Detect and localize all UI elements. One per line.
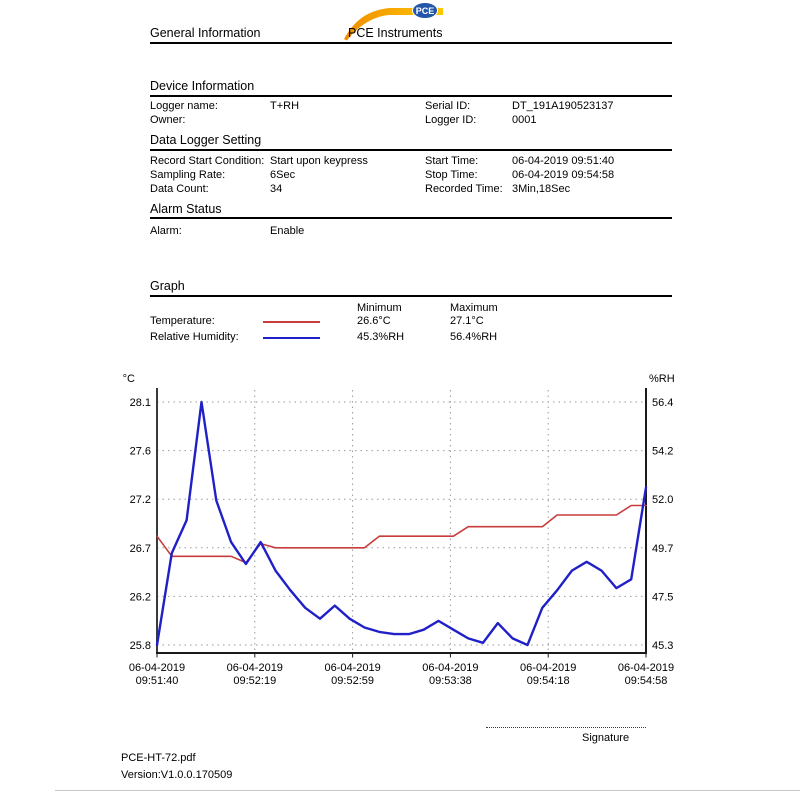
section-rule xyxy=(150,95,672,97)
x-axis-tick-time: 09:52:19 xyxy=(233,675,277,687)
left-axis-tick-label: 25.8 xyxy=(129,640,151,652)
legend-label-temperature: Temperature: xyxy=(150,315,215,327)
brand-name: PCE Instruments xyxy=(348,26,443,40)
right-axis-tick-label: 56.4 xyxy=(652,397,674,409)
field-label: Data Count: xyxy=(150,183,209,195)
right-axis-unit-label: %RH xyxy=(649,373,675,385)
x-axis-tick-date: 06-04-2019 xyxy=(226,662,283,674)
legend-min-temperature: 26.6°C xyxy=(357,315,391,327)
section-rule xyxy=(150,149,672,151)
field-label: Logger name: xyxy=(150,100,218,112)
field-label: Owner: xyxy=(150,114,186,126)
field-value: 06-04-2019 09:54:58 xyxy=(512,169,615,181)
x-axis-tick-time: 09:51:40 xyxy=(135,675,179,687)
left-axis-tick-label: 27.6 xyxy=(129,445,151,458)
field-label: Alarm: xyxy=(150,225,182,237)
right-axis-tick-label: 45.3 xyxy=(652,640,674,652)
field-value: 34 xyxy=(270,183,283,195)
right-axis-tick-label: 47.5 xyxy=(652,591,674,604)
series-line-temperature xyxy=(157,506,646,563)
field-label: Sampling Rate: xyxy=(150,169,226,181)
field-label: Stop Time: xyxy=(425,169,478,181)
x-axis-tick-date: 06-04-2019 xyxy=(324,662,381,674)
line-chart xyxy=(85,365,715,695)
field-value: DT_191A190523137 xyxy=(512,100,614,112)
x-axis-tick-time: 09:54:58 xyxy=(624,675,668,687)
version-label: Version:V1.0.0.170509 xyxy=(121,769,233,781)
field-label: Logger ID: xyxy=(425,114,477,126)
right-axis-tick-label: 52.0 xyxy=(652,494,674,507)
file-name: PCE-HT-72.pdf xyxy=(121,752,196,764)
signature-line xyxy=(486,727,646,728)
field-label: Record Start Condition: xyxy=(150,155,265,167)
field-value: Enable xyxy=(270,225,305,237)
x-axis-tick-date: 06-04-2019 xyxy=(422,662,479,674)
page-bottom-border xyxy=(55,790,800,791)
legend-min-humidity: 45.3%RH xyxy=(357,331,405,343)
field-label: Start Time: xyxy=(425,155,479,167)
legend-line-temperature-icon xyxy=(263,321,320,323)
legend-max-humidity: 56.4%RH xyxy=(450,331,498,343)
field-value: 3Min,18Sec xyxy=(512,183,571,195)
left-axis-tick-label: 26.2 xyxy=(129,591,151,604)
x-axis-tick-time: 09:53:38 xyxy=(428,675,472,687)
left-axis-tick-label: 26.7 xyxy=(129,542,151,555)
field-value: T+RH xyxy=(270,100,300,112)
field-label: Serial ID: xyxy=(425,100,471,112)
section-title-alarm-status: Alarm Status xyxy=(150,202,222,216)
x-axis-tick-time: 09:52:59 xyxy=(331,675,375,687)
field-label: Recorded Time: xyxy=(425,183,503,195)
field-value: 6Sec xyxy=(270,169,296,181)
legend-max-header: Maximum xyxy=(450,302,498,314)
x-axis-tick-time: 09:54:18 xyxy=(526,675,570,687)
x-axis-tick-date: 06-04-2019 xyxy=(520,662,577,674)
x-axis-tick-date: 06-04-2019 xyxy=(128,662,186,674)
section-title-data-logger-setting: Data Logger Setting xyxy=(150,133,262,147)
signature-label: Signature xyxy=(582,732,630,744)
legend-label-humidity: Relative Humidity: xyxy=(150,331,239,343)
legend-max-temperature: 27.1°C xyxy=(450,315,484,327)
legend-line-humidity-icon xyxy=(263,337,320,339)
header-rule xyxy=(150,42,672,44)
right-axis-tick-label: 49.7 xyxy=(652,542,674,555)
left-axis-unit-label: °C xyxy=(122,373,135,385)
x-axis-tick-date: 06-04-2019 xyxy=(617,662,675,674)
left-axis-tick-label: 27.2 xyxy=(129,494,151,507)
series-line-humidity xyxy=(157,402,646,645)
logo-text: PCE xyxy=(415,6,435,16)
page-title: General Information xyxy=(150,26,261,40)
legend-min-header: Minimum xyxy=(357,302,402,314)
left-axis-tick-label: 28.1 xyxy=(129,397,151,409)
field-value: 06-04-2019 09:51:40 xyxy=(512,155,615,167)
section-rule xyxy=(150,295,672,297)
right-axis-tick-label: 54.2 xyxy=(652,445,674,458)
section-rule xyxy=(150,217,672,219)
section-title-device-information: Device Information xyxy=(150,79,255,93)
section-title-graph: Graph xyxy=(150,279,185,293)
field-value: 0001 xyxy=(512,114,537,126)
field-value: Start upon keypress xyxy=(270,155,368,167)
